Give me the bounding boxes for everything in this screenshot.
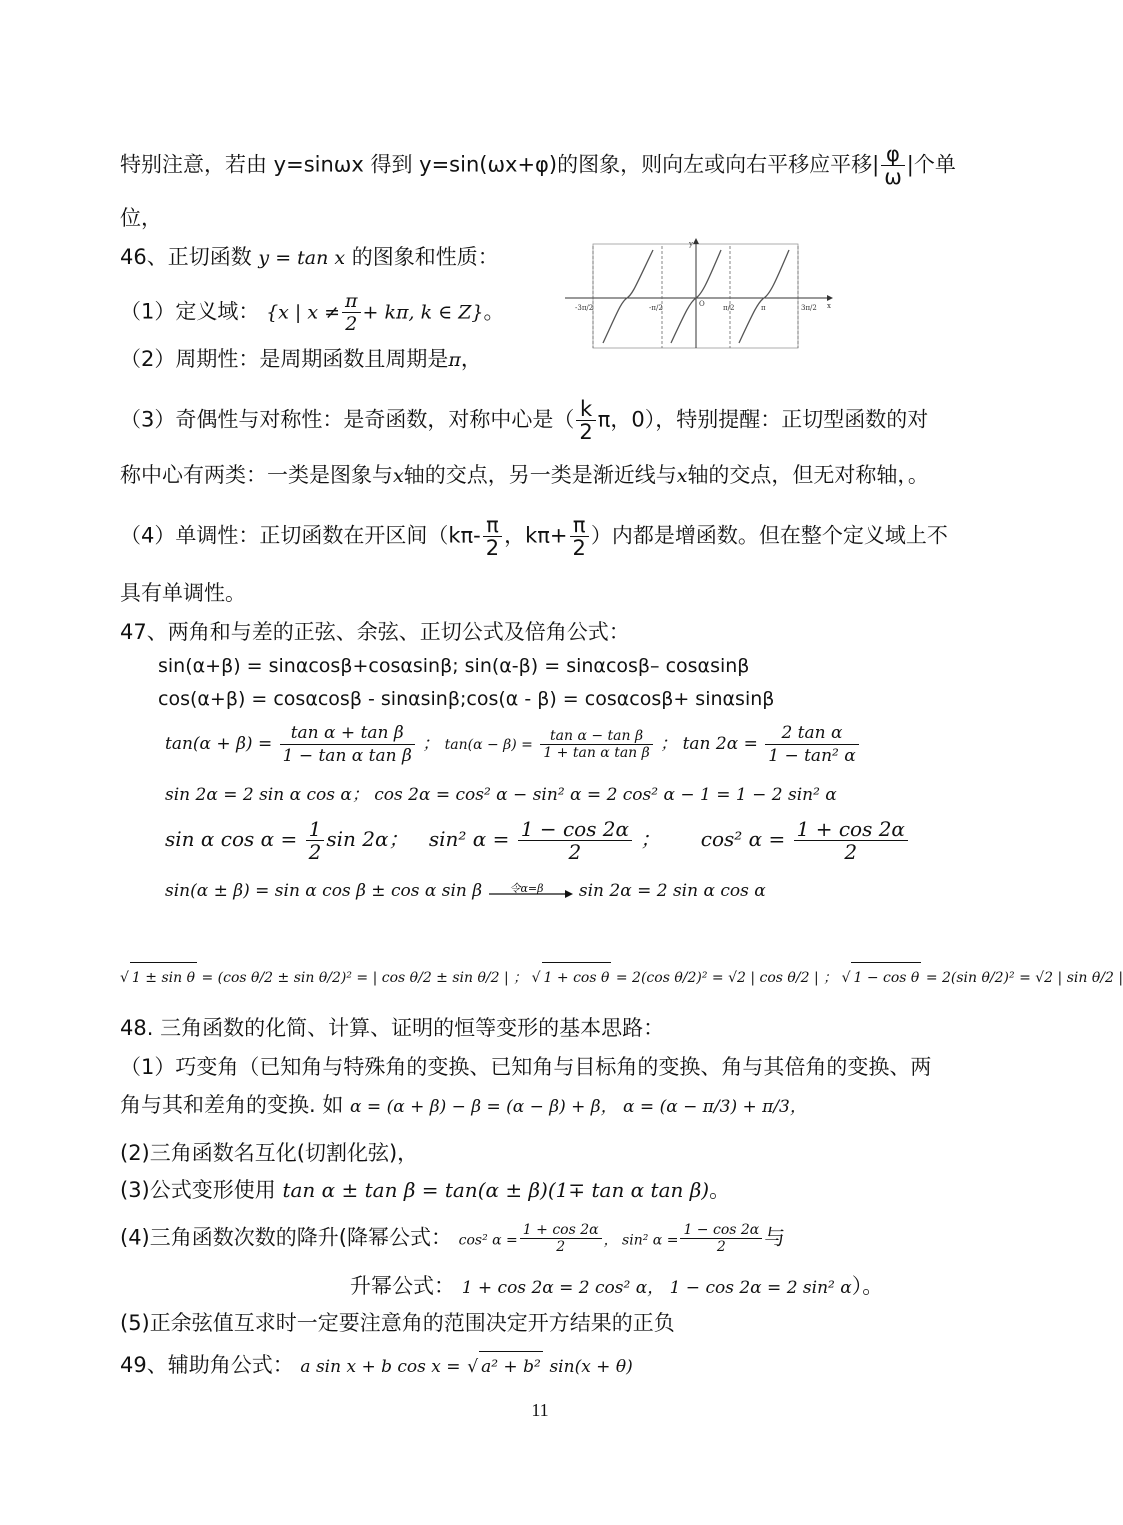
cos2-lhs: cos² α = [700,827,786,851]
frac-num: φ [881,143,905,166]
frac-den: 1 − tan α tan β [282,746,412,766]
frac-den: 2 [556,1239,566,1255]
arrow-label: 令α=β [509,881,544,895]
p4-math-2: ， sin² α = [603,1232,679,1249]
section-48-p4-line2 [350,1271,883,1303]
p3-math: tan α ± tan β = tan(α ± β)(1∓ tan α tan β) [282,1178,710,1202]
origin-label: O [699,300,705,308]
fraction-pi-2 [570,514,589,559]
frac-num: k [576,398,595,421]
fraction-pi-2 [483,514,502,559]
sqrt-icon: √ [841,970,851,986]
frac-den: ω [884,165,902,189]
s49-text: 49、辅助角公式： [120,1353,294,1377]
tick-label: -π/2 [649,304,663,312]
fraction-sin2 [680,1222,762,1255]
title-text-2: 的图象和性质： [351,245,499,269]
frac-num: 1 + cos 2α [520,1222,602,1239]
sin2-lhs: sin² α = [428,827,510,851]
frac-num: π [483,514,502,537]
section-46-period [120,344,482,375]
formula-double-angle: sin 2α = 2 sin α cos α； cos 2α = cos² α − sin² α = 2 cos² α − 1 = 1 − 2 sin² α [165,785,837,805]
radicand: a² + b² [479,1351,543,1382]
p1-text: 角与其和差角的变换. 如 [120,1093,344,1117]
tick-label: π/2 [723,304,735,312]
radicand: 1 − cos θ [851,962,921,993]
tan-sum-lhs: tan(α + β) = [165,734,273,754]
section-46-title [120,242,499,273]
frac-num: 2 tan α [765,722,858,745]
fraction-cos2 [794,818,908,863]
fraction-tan-sum [280,722,415,767]
formula-sum-to-double [165,876,766,906]
note-line-2: 位， [120,206,162,230]
separator: ； [660,734,678,754]
period-tail: ， [460,347,482,371]
domain-math-a: {x | x ≠ [266,301,341,324]
frac-den: 1 + tan α tan β [543,745,650,761]
sincos-rhs: sin 2α； [326,827,409,851]
section-48-p1-line2 [120,1090,807,1122]
note-text: 特别注意，若由 y=sinωx 得到 y=sin(ωx+φ)的图象，则向左或向右平移应平移| [120,152,880,177]
section-46-symmetry-line2 [120,460,929,491]
arrow [487,882,573,902]
symmetry-text-5: 轴的交点，但无对称轴，。 [687,463,929,487]
monotonic-text: （4）单调性：正切函数在开区间（kπ- [120,523,481,548]
double-formula: sin 2α = 2 sin α cos α [578,881,766,901]
note-tail: |个单 [906,152,956,177]
frac-num: π [570,514,589,537]
page-number: 11 [531,1400,549,1420]
period-math: π [448,349,461,371]
p4-math-1: cos² α = [458,1232,518,1249]
section-48-p1: （1）巧变角（已知角与特殊角的变换、已知角与目标角的变换、角与其倍角的变换、两 [120,1055,932,1079]
period-text: （2）周期性：是周期函数且周期是 [120,347,449,371]
fraction-tan-diff [540,728,652,761]
radicand: 1 ± sin θ [130,962,197,993]
formula-half-angle-row [165,818,910,863]
sqrt-formula-c: = 2(sin θ/2)² = √2 | sin θ/2 | [925,970,1123,986]
domain-tail: 。 [483,299,505,324]
p3-tail: 。 [709,1178,731,1202]
tan-diff-lhs: tan(α − β) = [444,737,533,753]
frac-den: 2 [308,840,322,864]
formula-cos-sum: cos(α+β) = cosαcosβ - sinαsinβ;cos(α - β) = cosαcosβ+ sinαsinβ [158,688,775,710]
s49-math-a: a sin x + b cos x = [300,1357,461,1377]
frac-num: 1 + cos 2α [794,818,908,841]
frac-den: 2 [844,840,858,864]
formula-sqrt-row [120,962,1123,993]
section-48-p2: (2)三角函数名互化(切割化弦)， [120,1141,419,1165]
frac-den: 2 [345,313,358,335]
radicand: 1 + cos θ [542,962,612,993]
frac-den: 2 [716,1239,726,1255]
frac-den: 2 [568,840,582,864]
frac-den: 2 [579,420,593,444]
sqrt-icon: √ [120,970,129,986]
frac-num: 1 − cos 2α [518,818,632,841]
p4-tail: 与 [764,1225,786,1250]
monotonic-text-3: ）内都是增函数。但在整个定义域上不 [590,523,948,548]
x-var: x [393,465,404,487]
sum-formula: sin(α ± β) = sin α cos β ± cos α sin β [165,881,483,901]
section-48-p3 [120,1175,730,1205]
symmetry-text-3: 称中心有两类：一类是图象与 [120,463,393,487]
sqrt-formula-a: = (cos θ/2 ± sin θ/2)² = | cos θ/2 ± sin θ/2 | [201,970,509,986]
section-47-title: 47、两角和与差的正弦、余弦、正切公式及倍角公式： [120,620,630,644]
frac-num: tan α − tan β [540,728,652,745]
note-line-1 [120,143,956,188]
p4-line2-text: 升幂公式： [350,1274,455,1298]
fraction-cos2 [520,1222,602,1255]
frac-den: 2 [572,536,586,560]
frac-den: 1 − tan² α [768,746,856,766]
frac-num: π [342,290,361,313]
fraction-phi-omega [881,143,905,188]
separator: ； [823,970,838,986]
y-axis-label: y [689,240,693,248]
formula-sin-sum: sin(α+β) = sinαcosβ+cosαsinβ; sin(α-β) = sinαcosβ– cosαsinβ [158,655,750,677]
section-48-p5: (5)正余弦值互求时一定要注意角的范围决定开方结果的正负 [120,1311,675,1335]
frac-den: 2 [485,536,500,560]
fraction-k-2 [576,398,595,443]
domain-math-b: + kπ, k ∈ Z} [362,301,484,324]
monotonic-text-2: ，kπ+ [504,523,568,548]
x-var: x [676,465,688,487]
fraction-pi-2 [342,290,361,335]
p4-line2-tail: ）。 [851,1274,884,1298]
section-46-monotonic [120,514,948,559]
tan2-lhs: tan 2α = [682,734,758,754]
section-46-monotonic-line2: 具有单调性。 [120,581,246,605]
p4-text: (4)三角函数次数的降升(降幂公式： [120,1225,452,1250]
x-axis-label: x [827,302,831,310]
tick-label: π [761,304,766,312]
separator: ； [640,827,661,851]
frac-num: 1 [306,818,325,841]
frac-num: tan α + tan β [280,722,415,745]
title-text: 46、正切函数 [120,245,252,269]
symmetry-text-2: π，0），特别提醒：正切型函数的对 [597,407,929,432]
title-math: y = tan x [258,247,346,269]
tick-label: 3π/2 [801,304,817,312]
section-48-p4 [120,1222,785,1256]
section-49 [120,1350,633,1382]
domain-label: （1）定义域： [120,299,260,324]
sqrt-formula-b: = 2(cos θ/2)² = √2 | cos θ/2 | [615,970,819,986]
p1-math: α = (α + β) − β = (α − β) + β， α = (α − π/3) + π/3， [350,1097,807,1117]
sqrt-icon: √ [531,970,541,986]
tangent-graph [565,238,835,350]
separator: ； [513,970,528,986]
tick-label: -3π/2 [575,304,594,312]
section-46-domain [120,290,505,335]
symmetry-text-4: 轴的交点，另一类是渐近线与 [403,463,677,487]
s49-math-b: sin(x + θ) [549,1357,633,1377]
fraction-one-half [306,818,325,863]
frac-num: 1 − cos 2α [680,1222,762,1239]
p3-text: (3)公式变形使用 [120,1178,276,1202]
sqrt-icon: √ [467,1357,479,1377]
fraction-tan2 [765,722,858,767]
separator: ； [422,734,440,754]
formula-tan-row [165,722,861,767]
symmetry-text: （3）奇偶性与对称性：是奇函数，对称中心是（ [120,407,575,432]
sincos-lhs: sin α cos α = [165,827,298,851]
section-48-title: 48. 三角函数的化简、计算、证明的恒等变形的基本思路： [120,1016,665,1040]
p4-line2-math: 1 + cos 2α = 2 cos² α， 1 − cos 2α = 2 sin² α [461,1278,852,1298]
fraction-sin2 [518,818,632,863]
section-46-symmetry [120,398,928,443]
